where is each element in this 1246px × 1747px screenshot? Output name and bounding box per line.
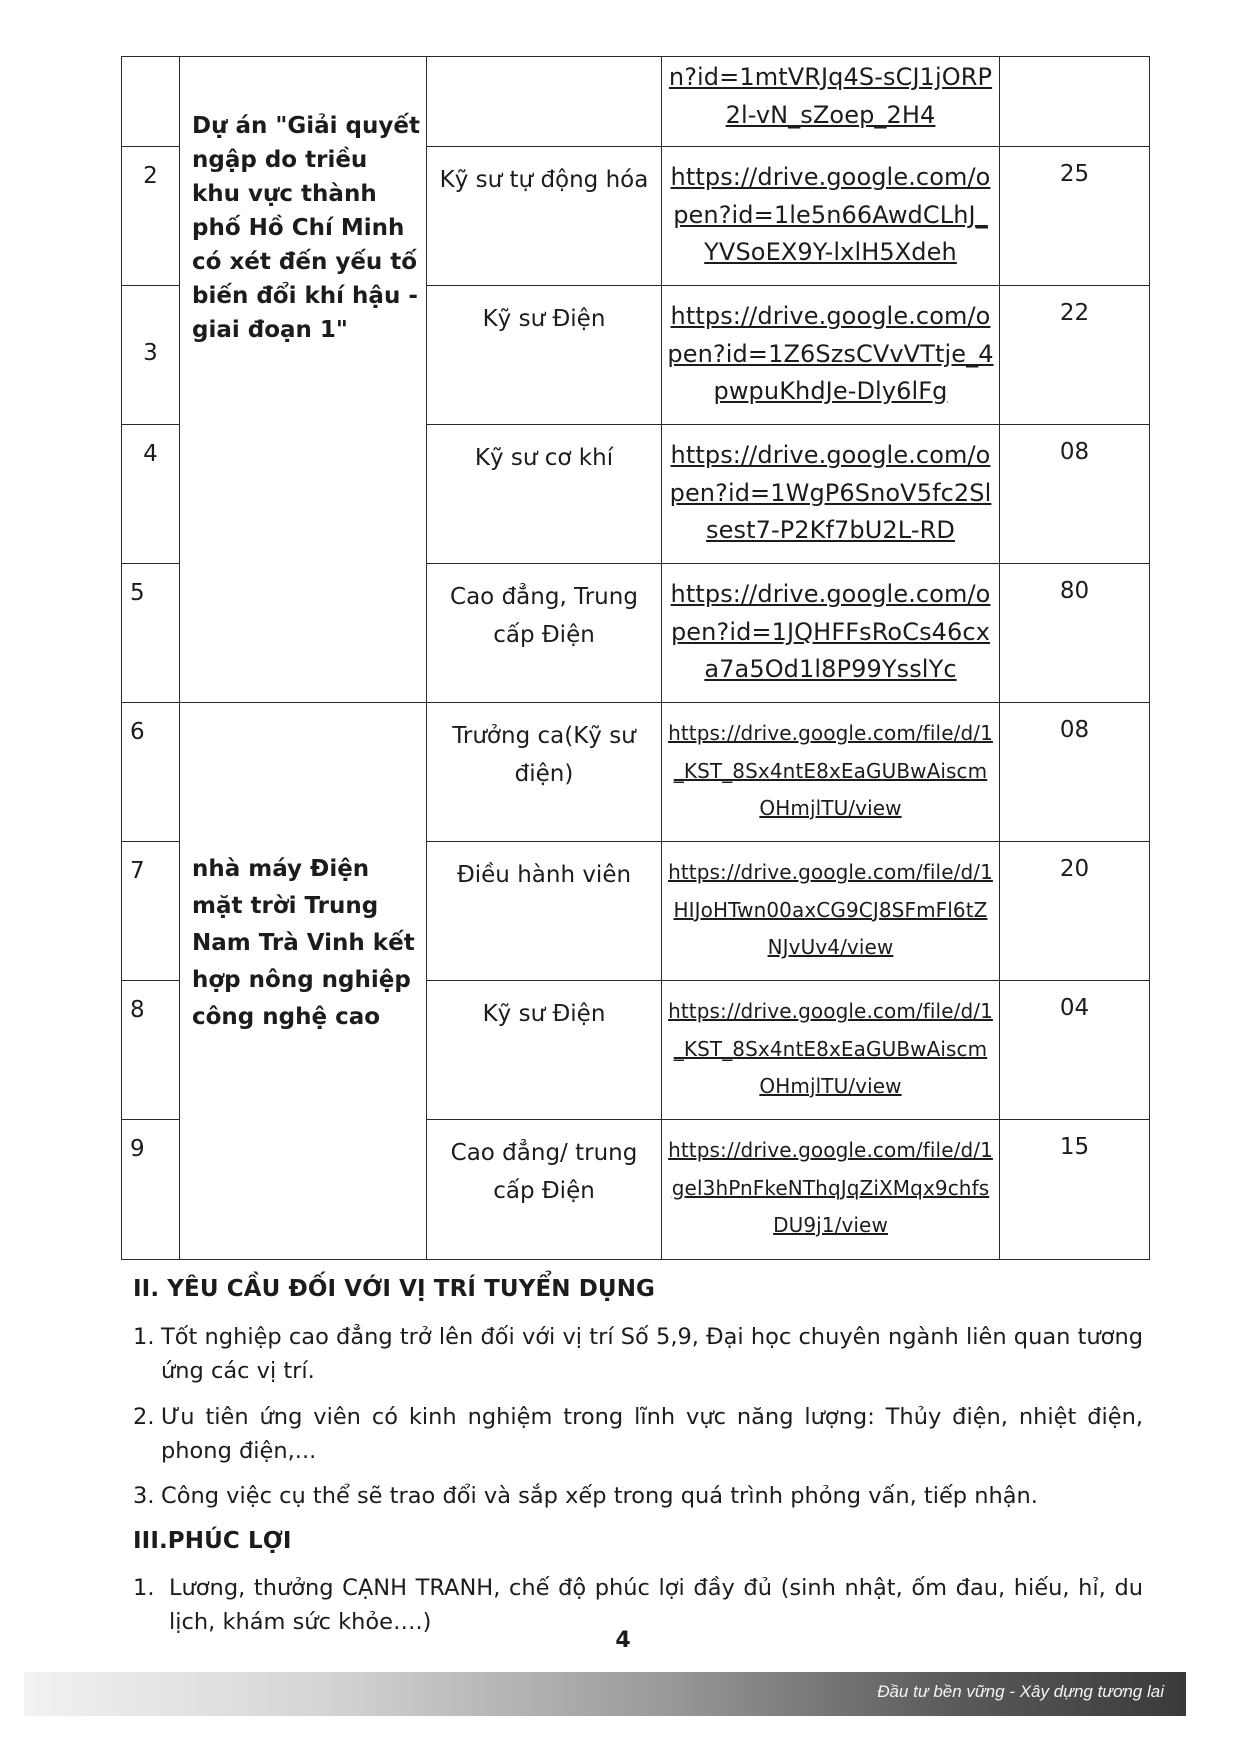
position-name: Kỹ sư cơ khí	[474, 445, 614, 471]
application-link[interactable]: https://drive.google.com/file/d/1_KST_8Sx4ntE8xEaGUBwAiscmOHmjlTU/view	[668, 721, 993, 820]
position-name: Điều hành viên	[456, 862, 632, 888]
quantity: 08	[1059, 439, 1090, 465]
list-number: 2.	[133, 1404, 155, 1430]
application-link[interactable]: https://drive.google.com/open?id=1WgP6SnoV5fc2Slsest7-P2Kf7bU2L-RD	[669, 441, 992, 544]
page-number: 4	[615, 1628, 631, 1653]
list-text: Tốt nghiệp cao đẳng trở lên đối với vị trí Số 5,9, Đại học chuyên ngành liên quan tương ứng các vị trí.	[161, 1324, 1143, 1384]
list-item	[133, 1479, 1143, 1513]
quantity: 22	[1059, 300, 1090, 326]
application-link[interactable]: https://drive.google.com/open?id=1le5n66AwdCLhJ_YVSoEX9Y-lxlH5Xdeh	[670, 163, 991, 266]
quantity: 04	[1059, 995, 1090, 1021]
table-row	[122, 57, 1150, 147]
recruitment-table	[121, 56, 1150, 1260]
position-name: Kỹ sư Điện	[482, 1001, 606, 1027]
position-name: Cao đẳng, Trung cấp Điện	[450, 584, 638, 648]
list-number: 1.	[133, 1575, 155, 1601]
application-link[interactable]: https://drive.google.com/open?id=1JQHFFsRoCs46cxa7a5Od1l8P99YsslYc	[670, 580, 991, 683]
project-name: nhà máy Điện mặt trời Trung Nam Trà Vinh kết hợp nông nghiệp công nghệ cao	[192, 856, 415, 1030]
footer-band	[24, 1672, 1186, 1716]
table-row	[122, 703, 1150, 842]
quantity: 80	[1059, 578, 1090, 604]
quantity: 08	[1059, 717, 1090, 743]
project-cell	[180, 703, 427, 1260]
position-name: Trưởng ca(Kỹ sư điện)	[452, 723, 636, 787]
row-number: 8	[130, 997, 145, 1023]
row-number: 6	[130, 719, 145, 745]
row-number-cell	[122, 57, 180, 147]
application-link[interactable]: https://drive.google.com/file/d/1_KST_8Sx4ntE8xEaGUBwAiscmOHmjlTU/view	[668, 999, 993, 1098]
requirements-heading: II. YÊU CẦU ĐỐI VỚI VỊ TRÍ TUYỂN DỤNG	[133, 1276, 656, 1302]
link-cell	[662, 57, 1000, 147]
list-text: Lương, thưởng CẠNH TRANH, chế độ phúc lợi đầy đủ (sinh nhật, ốm đau, hiếu, hỉ, du lịch, khám sức khỏe….)	[169, 1575, 1143, 1635]
position-name: Cao đẳng/ trung cấp Điện	[450, 1140, 638, 1204]
project-cell	[180, 57, 427, 703]
row-number: 4	[143, 441, 158, 467]
footer-slogan: Đầu tư bền vững - Xây dựng tương lai	[877, 1682, 1164, 1701]
list-text: Ưu tiên ứng viên có kinh nghiệm trong lĩnh vực năng lượng: Thủy điện, nhiệt điện, phong điện,...	[161, 1404, 1143, 1464]
row-number: 9	[130, 1136, 145, 1162]
quantity: 20	[1059, 856, 1090, 882]
row-number: 5	[130, 580, 145, 606]
list-item	[133, 1400, 1143, 1468]
position-cell	[427, 57, 662, 147]
list-text: Công việc cụ thể sẽ trao đổi và sắp xếp trong quá trình phỏng vấn, tiếp nhận.	[161, 1483, 1038, 1509]
list-item	[133, 1320, 1143, 1388]
quantity: 25	[1059, 161, 1090, 187]
position-name: Kỹ sư Điện	[482, 306, 606, 332]
list-number: 3.	[133, 1483, 155, 1509]
position-name: Kỹ sư tự động hóa	[439, 167, 649, 193]
quantity: 15	[1059, 1134, 1090, 1160]
application-link[interactable]: n?id=1mtVRJq4S-sCJ1jORP2l-vN_sZoep_2H4	[668, 63, 993, 129]
row-number: 2	[143, 163, 158, 189]
quantity-cell	[1000, 57, 1150, 147]
list-number: 1.	[133, 1324, 155, 1350]
application-link[interactable]: https://drive.google.com/file/d/1HIJoHTwn00axCG9CJ8SFmFl6tZNJvUv4/view	[668, 860, 993, 959]
application-link[interactable]: https://drive.google.com/open?id=1Z6SzsCVvVTtje_4pwpuKhdJe-Dly6lFg	[667, 302, 994, 405]
row-number: 3	[143, 340, 158, 366]
application-link[interactable]: https://drive.google.com/file/d/1gel3hPnFkeNThqJqZiXMqx9chfsDU9j1/view	[668, 1138, 993, 1237]
benefits-heading: III.PHÚC LỢI	[133, 1528, 292, 1554]
project-name: Dự án "Giải quyết ngập do triều khu vực thành phố Hồ Chí Minh có xét đến yếu tố biến đổi khí hậu - giai đoạn 1"	[192, 113, 420, 343]
row-number: 7	[130, 858, 145, 884]
